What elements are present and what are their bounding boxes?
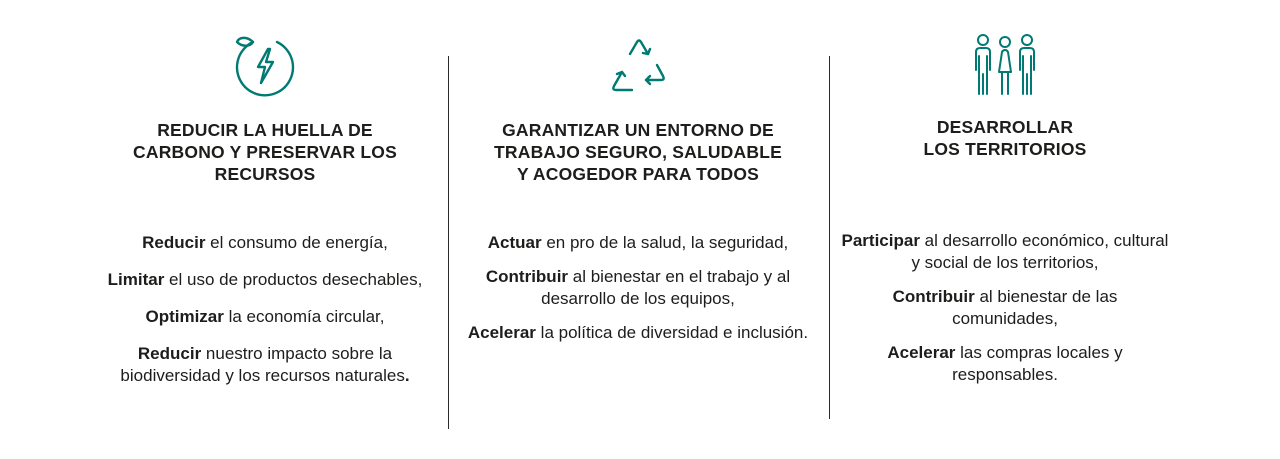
list-item: Acelerar la política de diversidad e inclusión. (467, 323, 809, 342)
column-divider (448, 56, 449, 429)
list-item: Contribuir al bienestar en el trabajo y al desarrollo de los equipos, (485, 267, 791, 308)
list-item: Limitar el uso de productos desechables, (107, 270, 423, 289)
people-icon (972, 30, 1038, 103)
action-list (95, 232, 435, 402)
recycle-icon (606, 30, 670, 105)
list-item: Contribuir al bienestar de las comunidades, (892, 287, 1118, 328)
pillar-title: DESARROLLAR LOS TERRITORIOS (923, 117, 1087, 159)
carbon-leaf-bolt-icon (233, 30, 297, 103)
pillar-title: REDUCIR LA HUELLA DE CARBONO Y PRESERVAR LOS RECURSOS (133, 120, 397, 184)
pillar-title: GARANTIZAR UN ENTORNO DE TRABAJO SEGURO, SALUDABLE Y ACOGEDOR PARA TODOS (494, 120, 782, 184)
list-item: Participar al desarrollo económico, cultural y social de los territorios, (841, 231, 1169, 272)
list-item: Optimizar la economía circular, (145, 307, 385, 326)
list-item: Reducir el consumo de energía, (142, 233, 388, 252)
list-item: Acelerar las compras locales y responsables. (887, 343, 1123, 384)
action-list (838, 230, 1172, 398)
list-item: Actuar en pro de la salud, la seguridad, (487, 233, 789, 252)
list-item: Reducir nuestro impacto sobre la biodiversidad y los recursos naturales. (120, 344, 410, 385)
column-divider (829, 56, 830, 419)
action-list (463, 232, 813, 356)
